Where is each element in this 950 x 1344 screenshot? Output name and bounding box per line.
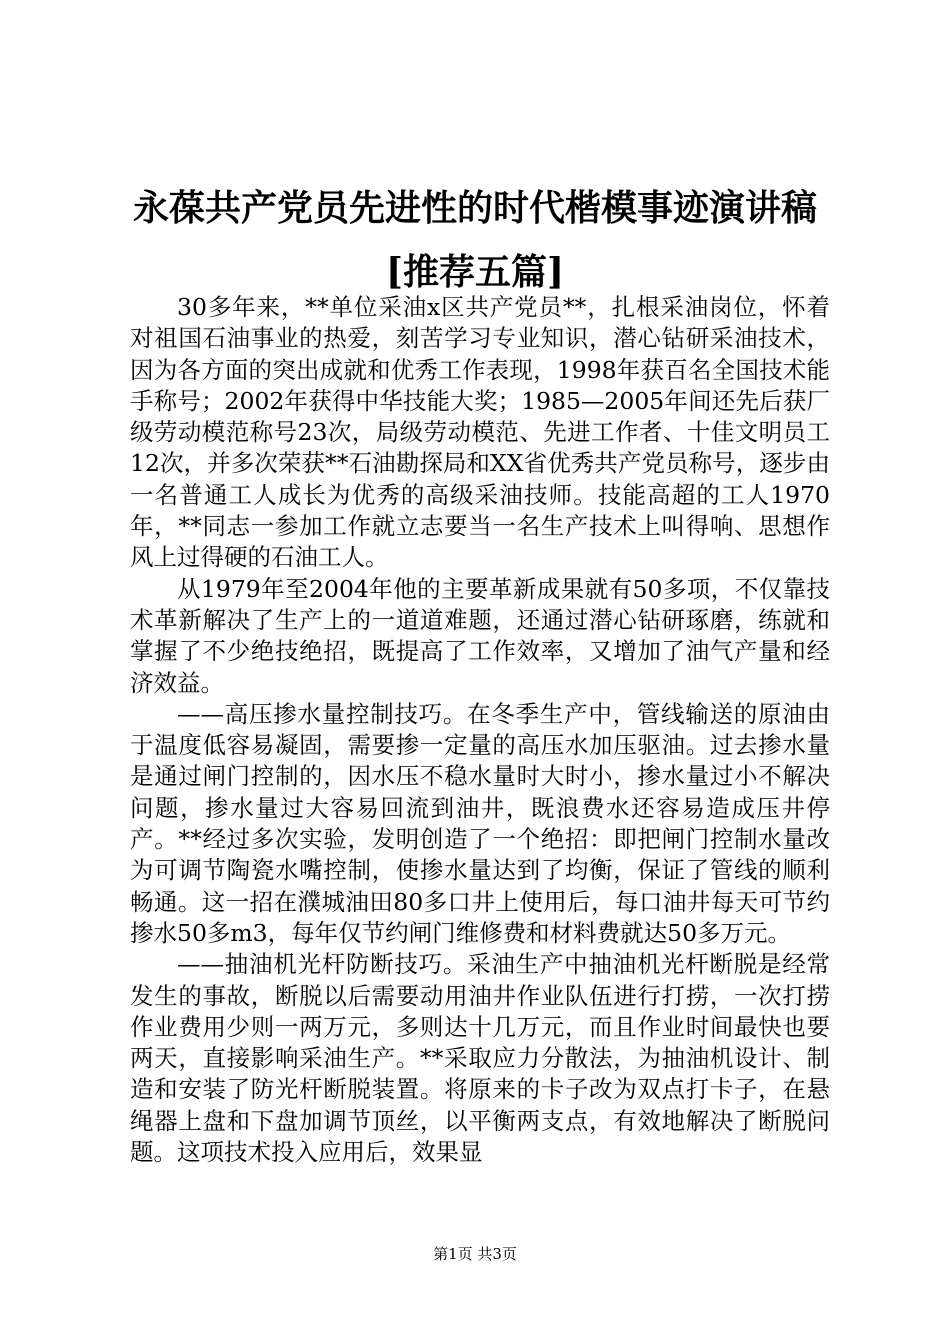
body-paragraph: ——高压掺水量控制技巧。在冬季生产中，管线输送的原油由于温度低容易凝固，需要掺一定量的高压水加压驱油。过去掺水量是通过闸门控制的，因水压不稳水量时大时小，掺水量过小不解决问题，掺水量过大容易回流到油井，既浪费水还容易造成压井停产。**经过多次实验，发明创造了一个绝招：即把闸门控制水量改为可调节陶瓷水嘴控制，使掺水量达到了均衡，保证了管线的顺利畅通。这一招在濮城油田80多口井上使用后，每口油井每天可节约掺水50多m3，每年仅节约闸门维修费和材料费就达50多万元。 <box>130 699 830 947</box>
document-body <box>130 292 830 1168</box>
body-paragraph: 从1979年至2004年他的主要革新成果就有50多项，不仅靠技术革新解决了生产上的一道道难题，还通过潜心钻研琢磨，练就和掌握了不少绝技绝招，既提高了工作效率，又增加了油气产量和经济效益。 <box>130 574 830 697</box>
body-paragraph: 30多年来，**单位采油x区共产党员**，扎根采油岗位，怀着对祖国石油事业的热爱，刻苦学习专业知识，潜心钻研采油技术，因为各方面的突出成就和优秀工作表现，1998年获百名全国技术能手称号；2002年获得中华技能大奖；1985—2005年间还先后获厂级劳动模范称号23次，局级劳动模范、先进工作者、十佳文明员工12次，并多次荣获**石油勘探局和XX省优秀共产党员称号，逐步由一名普通工人成长为优秀的高级采油技师。技能高超的工人1970年，**同志一参加工作就立志要当一名生产技术上叫得响、思想作风上过得硬的石油工人。 <box>130 293 830 572</box>
page-footer: 第1页 共3页 <box>433 1245 517 1263</box>
document-title: 永葆共产党员先进性的时代楷模事迹演讲稿 <box>132 187 817 229</box>
document-title-subtitle: [推荐五篇] <box>385 251 565 293</box>
body-paragraph: ——抽油机光杆防断技巧。采油生产中抽油机光杆断脱是经常发生的事故，断脱以后需要动用油井作业队伍进行打捞，一次打捞作业费用少则一两万元，多则达十几万元，而且作业时间最快也要两天，直接影响采油生产。**采取应力分散法，为抽油机设计、制造和安装了防光杆断脱装置。将原来的卡子改为双点打卡子，在悬绳器上盘和下盘加调节顶丝，以平衡两支点，有效地解决了断脱问题。这项技术投入应用后，效果显 <box>130 950 830 1167</box>
